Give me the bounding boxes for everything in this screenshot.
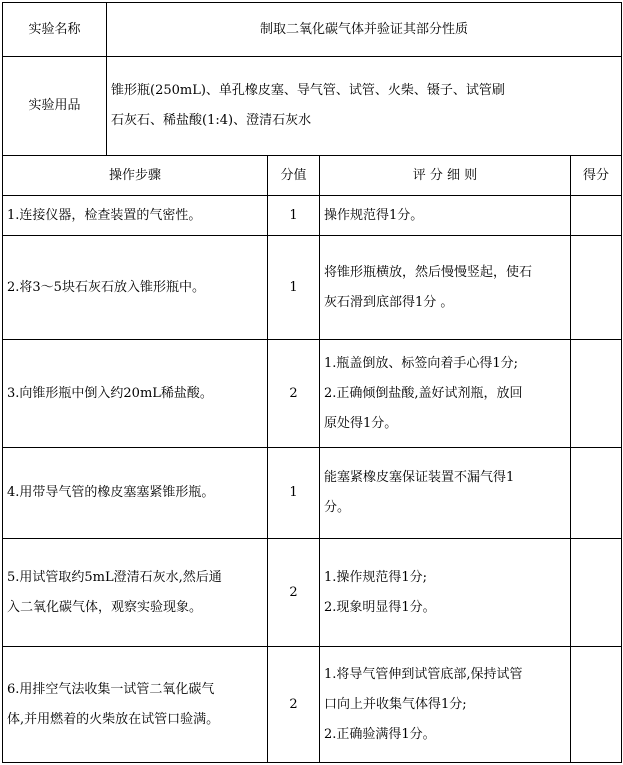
step-line: 3.向锥形瓶中倒入约20mL稀盐酸。 xyxy=(7,385,213,401)
step-line: 体,并用燃着的火柴放在试管口验满。 xyxy=(7,711,220,727)
points-cell: 2 xyxy=(268,647,320,763)
table-row xyxy=(3,340,622,448)
criteria-line: 1.将导气管伸到试管底部,保持试管 xyxy=(324,666,523,682)
experiment-materials-label: 实验用品 xyxy=(3,57,107,156)
step-cell xyxy=(3,340,268,448)
step-line: 2.将3～5块石灰石放入锥形瓶中。 xyxy=(7,279,205,295)
table-row xyxy=(3,539,622,647)
criteria-cell xyxy=(320,236,571,340)
step-cell xyxy=(3,448,268,539)
experiment-materials-row xyxy=(3,57,622,156)
criteria-line: 1.瓶盖倒放、标签向着手心得1分; xyxy=(324,355,519,371)
points-cell: 1 xyxy=(268,236,320,340)
criteria-line: 口向上并收集气体得1分; xyxy=(324,696,467,712)
criteria-line: 将锥形瓶横放，然后慢慢竖起，使石 xyxy=(324,264,533,280)
step-line: 5.用试管取约5mL澄清石灰水,然后通 xyxy=(7,569,222,585)
table-row xyxy=(3,196,622,236)
score-cell[interactable] xyxy=(571,236,622,340)
step-line: 1.连接仪器，检查装置的气密性。 xyxy=(7,207,202,223)
header-points: 分值 xyxy=(268,156,320,196)
step-line: 入二氧化碳气体，观察实验现象。 xyxy=(7,599,203,615)
step-cell xyxy=(3,647,268,763)
header-step: 操作步骤 xyxy=(3,156,268,196)
points-cell: 2 xyxy=(268,340,320,448)
step-cell xyxy=(3,196,268,236)
scoring-table xyxy=(2,155,622,763)
score-cell[interactable] xyxy=(571,196,622,236)
criteria-cell xyxy=(320,448,571,539)
criteria-line: 2.现象明显得1分。 xyxy=(324,599,436,615)
materials-line: 石灰石、稀盐酸(1:4)、澄清石灰水 xyxy=(111,113,312,128)
table-row xyxy=(3,236,622,340)
criteria-line: 原处得1分。 xyxy=(324,415,398,431)
criteria-cell xyxy=(320,647,571,763)
criteria-line: 2.正确倾倒盐酸,盖好试剂瓶，放回 xyxy=(324,385,523,401)
criteria-cell xyxy=(320,340,571,448)
experiment-materials-value xyxy=(107,57,622,156)
table-row xyxy=(3,647,622,763)
materials-line: 锥形瓶(250mL)、单孔橡皮塞、导气管、试管、火柴、镊子、试管刷 xyxy=(111,83,505,98)
score-cell[interactable] xyxy=(571,647,622,763)
step-cell xyxy=(3,539,268,647)
step-cell xyxy=(3,236,268,340)
points-cell: 2 xyxy=(268,539,320,647)
points-cell: 1 xyxy=(268,448,320,539)
criteria-cell xyxy=(320,196,571,236)
table-row xyxy=(3,448,622,539)
criteria-line: 1.操作规范得1分; xyxy=(324,569,428,585)
header-score: 得分 xyxy=(571,156,622,196)
header-criteria: 评 分 细 则 xyxy=(320,156,571,196)
criteria-line: 灰石滑到底部得1分 。 xyxy=(324,294,454,310)
experiment-name-row xyxy=(3,3,622,57)
experiment-name-value: 制取二氧化碳气体并验证其部分性质 xyxy=(107,3,622,57)
score-cell[interactable] xyxy=(571,539,622,647)
step-line: 6.用排空气法收集一试管二氧化碳气 xyxy=(7,681,215,697)
score-cell[interactable] xyxy=(571,448,622,539)
criteria-line: 分。 xyxy=(324,500,351,515)
criteria-line: 2.正确验满得1分。 xyxy=(324,726,436,742)
score-cell[interactable] xyxy=(571,340,622,448)
points-cell: 1 xyxy=(268,196,320,236)
criteria-cell xyxy=(320,539,571,647)
criteria-line: 能塞紧橡皮塞保证装置不漏气得1 xyxy=(324,470,515,485)
scoring-header-row xyxy=(3,156,622,196)
experiment-name-label: 实验名称 xyxy=(3,3,107,57)
experiment-info-table xyxy=(2,2,622,156)
criteria-line: 操作规范得1分。 xyxy=(324,207,424,223)
step-line: 4.用带导气管的橡皮塞塞紧锥形瓶。 xyxy=(7,485,215,500)
